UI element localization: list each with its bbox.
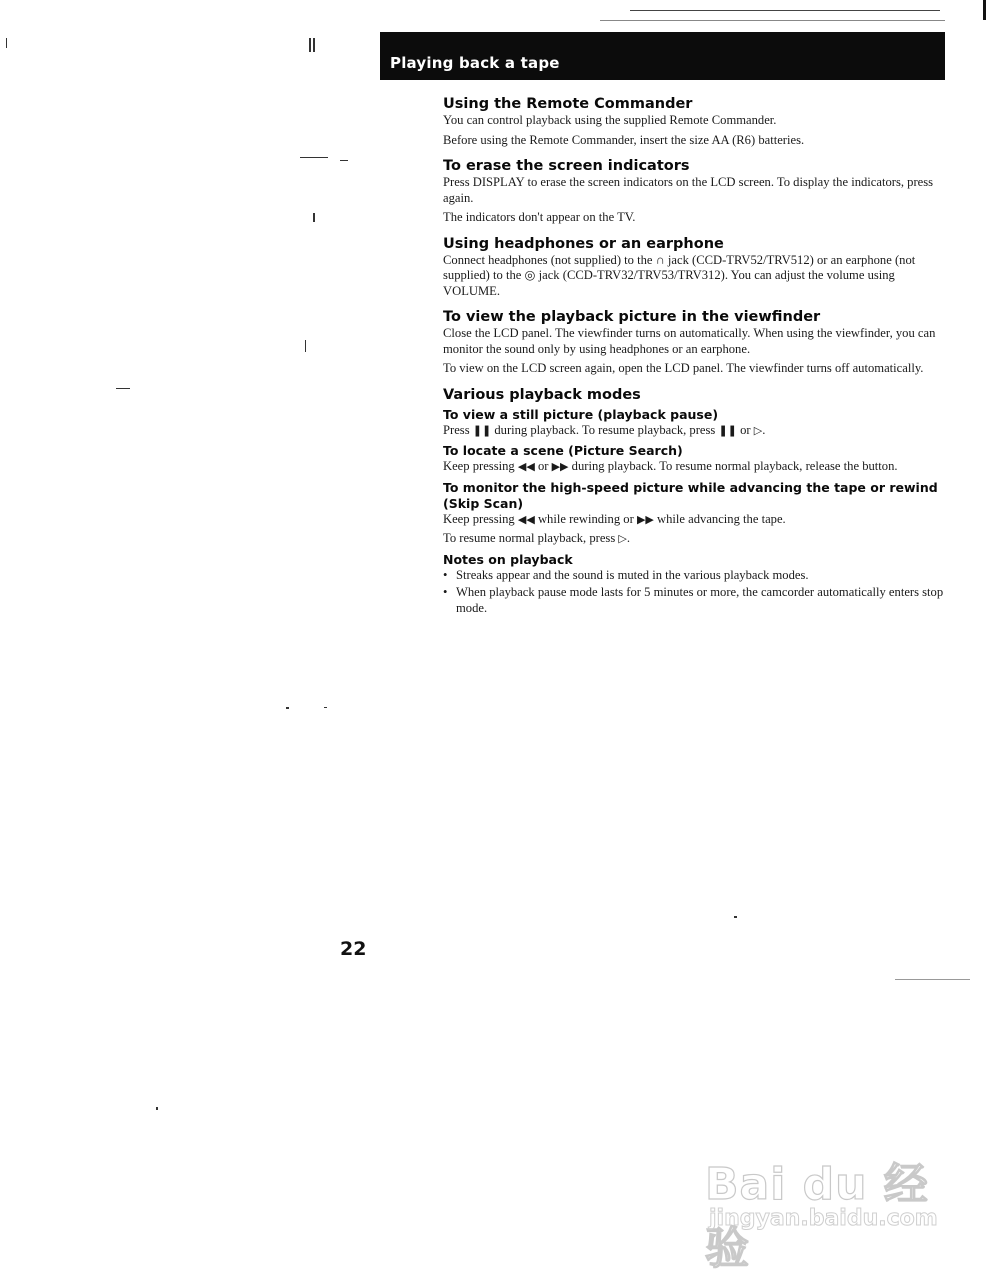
paragraph: Before using the Remote Commander, insert the size AA (R6) batteries. <box>443 132 805 147</box>
scan-mark <box>116 388 130 389</box>
watermark-logo: Bai du 经验 <box>705 1159 929 1274</box>
list-item: • Streaks appear and the sound is muted in the various playback modes. <box>443 567 809 582</box>
rewind-icon: ◀◀ <box>517 512 535 526</box>
paragraph: Close the LCD panel. The viewfinder turns on automatically. When using the viewfinder, you can monitor the sound only by using headphones or an earphone. <box>443 326 936 356</box>
scan-mark <box>324 707 327 708</box>
paragraph-resume-playback: To resume normal playback, press ▷. <box>443 531 631 545</box>
scan-mark <box>286 707 289 709</box>
section-banner <box>380 32 945 80</box>
heading-skip-scan: To monitor the high-speed picture while advancing the tape or rewind (Skip Scan) <box>443 479 938 511</box>
page-content <box>443 95 948 625</box>
paragraph-picture-search: Keep pressing ◀◀ or ▶▶ during playback. To resume normal playback, release the button. <box>443 459 898 473</box>
fast-forward-icon: ▶▶ <box>636 512 654 526</box>
watermark-url: jingyan.baidu.com <box>709 1206 938 1231</box>
pause-icon: ❚❚ <box>718 423 737 437</box>
scan-mark <box>313 213 315 222</box>
section-various-modes <box>443 386 948 617</box>
section-erase-indicators <box>443 157 948 226</box>
heading-headphones: Using headphones or an earphone <box>443 235 724 252</box>
page-number: 22 <box>340 938 367 960</box>
scan-mark <box>305 340 306 352</box>
heading-notes: Notes on playback <box>443 551 573 567</box>
scan-mark <box>340 160 348 161</box>
heading-remote-commander: Using the Remote Commander <box>443 96 693 112</box>
paragraph-skip-scan: Keep pressing ◀◀ while rewinding or ▶▶ while advancing the tape. <box>443 511 786 526</box>
scan-mark <box>156 1107 158 1110</box>
scan-mark <box>895 979 970 980</box>
paragraph: Connect headphones (not supplied) to the ∩ jack (CCD-TRV52/TRV512) or an earphone (not supplied) to the ◎ jack (CCD-TRV32/TRV53/TRV312). You can adjust the volume using VOLUME. <box>443 252 916 298</box>
banner-title: Playing back a tape <box>390 54 560 72</box>
top-rule <box>630 10 940 11</box>
list-item: • When playback pause mode lasts for 5 minutes or more, the camcorder automatically enters stop mode. <box>443 585 944 615</box>
top-rule-secondary <box>600 20 945 21</box>
paragraph: You can control playback using the supplied Remote Commander. <box>443 113 777 127</box>
scan-mark <box>6 38 7 48</box>
scan-mark <box>313 38 315 52</box>
play-icon: ▷ <box>753 423 763 437</box>
paragraph: The indicators don't appear on the TV. <box>443 210 636 224</box>
heading-viewfinder: To view the playback picture in the viewfinder <box>443 309 821 325</box>
notes-list <box>443 568 948 617</box>
heading-picture-search: To locate a scene (Picture Search) <box>443 443 683 458</box>
paragraph: To view on the LCD screen again, open the LCD panel. The viewfinder turns off automatically. <box>443 361 924 375</box>
section-viewfinder <box>443 308 948 377</box>
section-headphones <box>443 235 948 300</box>
section-remote-commander <box>443 95 948 148</box>
scan-mark <box>734 916 737 918</box>
paragraph: Press DISPLAY to erase the screen indicators on the LCD screen. To display the indicators, press again. <box>443 175 934 205</box>
pause-icon: ❚❚ <box>472 423 492 437</box>
scan-mark <box>309 38 311 52</box>
fast-forward-icon: ▶▶ <box>551 460 569 473</box>
paragraph-still-picture: Press ❚❚ during playback. To resume playback, press ❚❚ or ▷. <box>443 422 766 437</box>
edge-mark <box>983 0 986 20</box>
play-icon: ▷ <box>618 532 627 545</box>
scan-mark <box>300 157 328 158</box>
heading-still-picture: To view a still picture (playback pause) <box>443 406 719 422</box>
heading-various-modes: Various playback modes <box>443 386 641 403</box>
rewind-icon: ◀◀ <box>517 460 535 473</box>
watermark <box>705 1130 945 1274</box>
heading-erase-indicators: To erase the screen indicators <box>443 158 690 174</box>
